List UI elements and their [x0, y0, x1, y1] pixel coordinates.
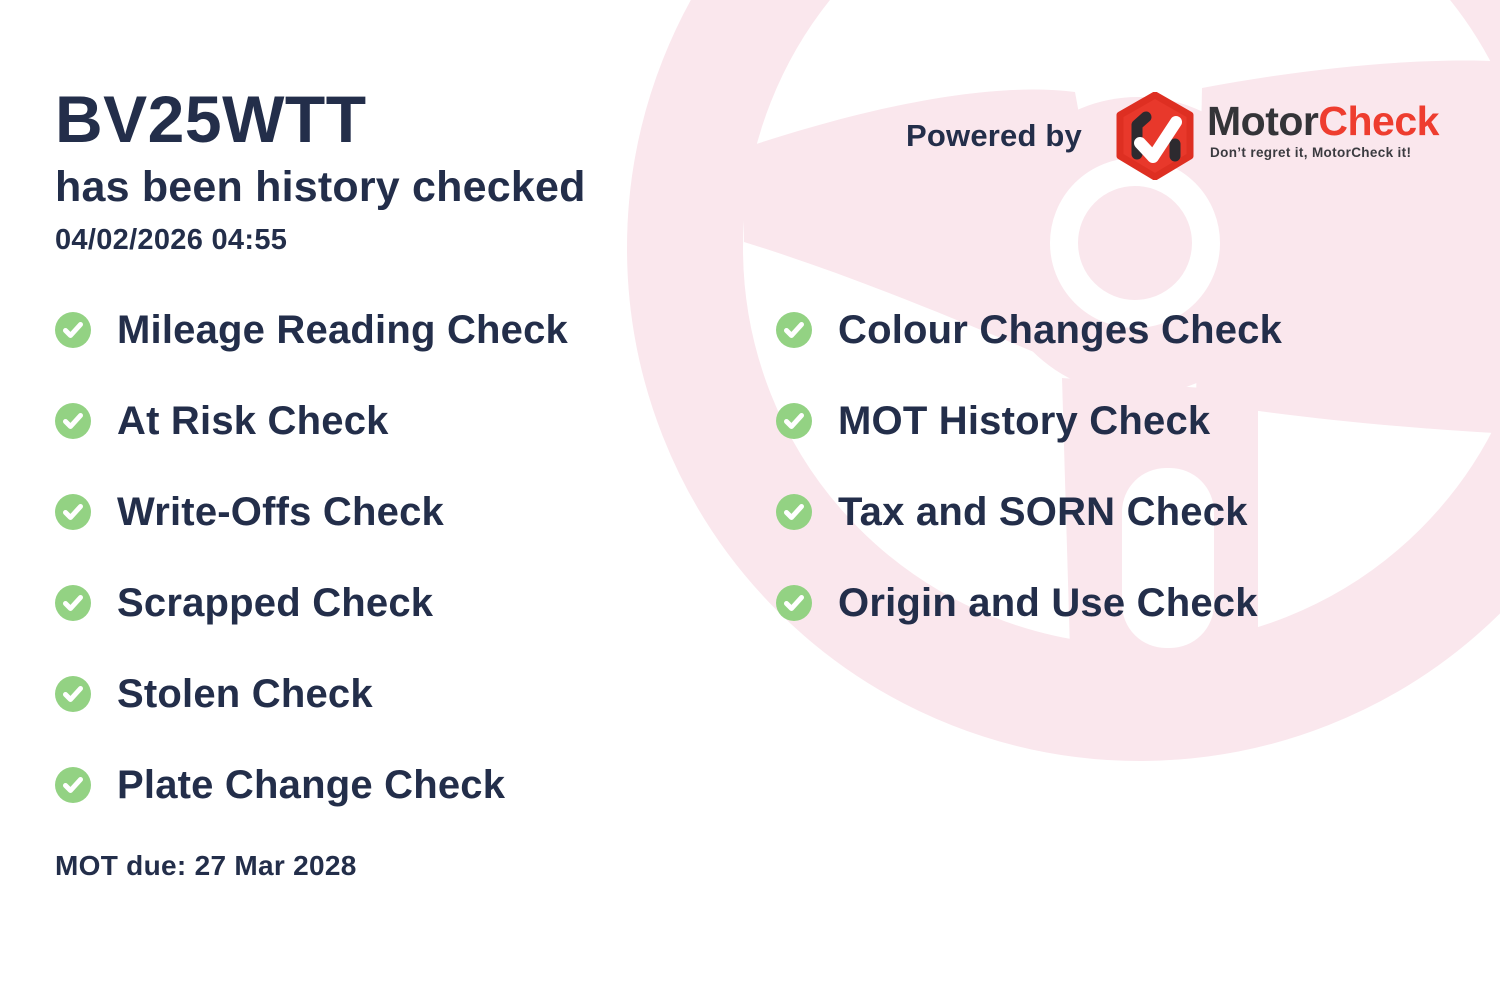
check-timestamp: 04/02/2026 04:55 [55, 224, 288, 256]
check-item-label: Write-Offs Check [117, 489, 444, 534]
check-item-label: Colour Changes Check [838, 307, 1283, 352]
mot-due-label: MOT due: 27 Mar 2028 [55, 850, 357, 881]
check-item-label: Mileage Reading Check [117, 307, 568, 352]
brand-check-text: Check [1318, 98, 1439, 144]
check-item-label: Plate Change Check [117, 762, 506, 807]
green-circle-check-icon [55, 767, 91, 803]
check-item [776, 575, 1282, 631]
check-item [776, 393, 1282, 449]
check-item [55, 393, 568, 449]
registration-plate: BV25WTT [55, 82, 367, 156]
green-circle-check-icon [776, 494, 812, 530]
check-item-label: MOT History Check [838, 398, 1211, 443]
green-circle-check-icon [55, 403, 91, 439]
green-circle-check-icon [55, 676, 91, 712]
check-item [55, 757, 568, 813]
check-item [55, 484, 568, 540]
check-item [55, 575, 568, 631]
check-list-right [776, 302, 1282, 666]
check-item [55, 302, 568, 358]
check-list-left [55, 302, 568, 848]
check-item-label: Tax and SORN Check [838, 489, 1248, 534]
check-item-label: Origin and Use Check [838, 580, 1258, 625]
powered-by-label: Powered by [906, 118, 1082, 153]
check-item-label: Stolen Check [117, 671, 373, 716]
brand-tagline: Don’t regret it, MotorCheck it! [1210, 145, 1412, 160]
green-circle-check-icon [55, 585, 91, 621]
motorcheck-hexagon-check-icon [1111, 92, 1199, 180]
green-circle-check-icon [55, 494, 91, 530]
report-subtitle: has been history checked [55, 163, 586, 211]
green-circle-check-icon [776, 312, 812, 348]
check-item-label: At Risk Check [117, 398, 389, 443]
green-circle-check-icon [776, 403, 812, 439]
check-item [776, 302, 1282, 358]
check-item [776, 484, 1282, 540]
check-item [55, 666, 568, 722]
brand-motor-text: Motor [1207, 98, 1319, 144]
brand-wordmark [1207, 98, 1439, 144]
green-circle-check-icon [776, 585, 812, 621]
green-circle-check-icon [55, 312, 91, 348]
check-item-label: Scrapped Check [117, 580, 434, 625]
